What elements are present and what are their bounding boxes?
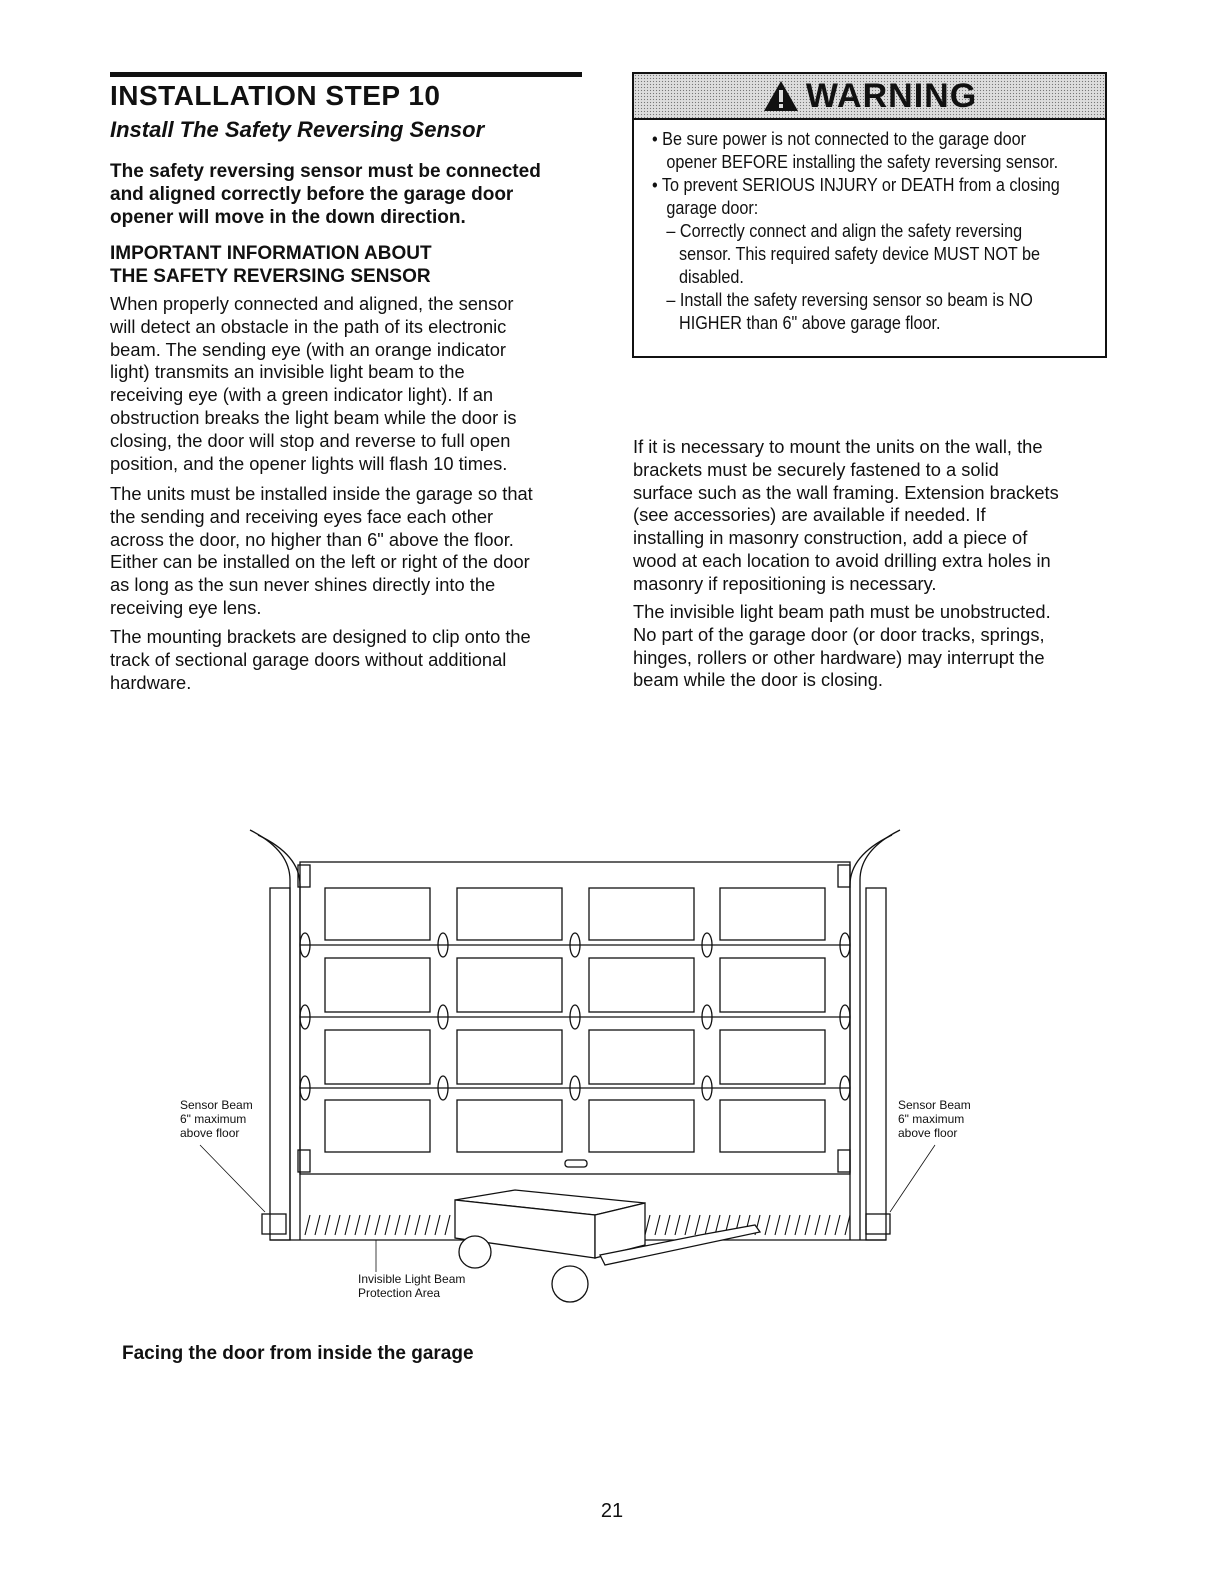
text-line: HIGHER than 6" above garage floor. [679,313,941,333]
text-line: If it is necessary to mount the units on the wall, the [633,436,1043,457]
text-line: beam. The sending eye (with an orange indicator [110,338,507,360]
page-title: INSTALLATION STEP 10 [110,80,441,111]
page-number: 21 [600,1500,624,1522]
text-line: Protection Area [358,1286,441,1300]
text-line: No part of the garage door (or door tracks, springs, [633,623,1045,645]
text-line: 6" maximum [180,1112,247,1126]
wagon-obstruction [455,1190,760,1302]
text-line: • To prevent SERIOUS INJURY or DEATH from a closing [652,175,1060,195]
left-sensor-beam-label [180,1098,253,1140]
text-line: (see accessories) are available if needed. If [633,504,986,526]
text-line: receiving eye (with a green indicator light). If an [110,384,494,406]
text-line: the sending and receiving eyes face each other [110,505,494,527]
door-handle [565,1160,587,1167]
text-line: above floor [180,1126,240,1140]
text-line: across the door, no higher than 6" above the floor. [110,528,514,550]
text-line: opener BEFORE installing the safety reversing sensor. [666,152,1059,172]
text-line: receiving eye lens. [110,596,262,618]
door-windows [325,888,825,1152]
text-line: Invisible Light Beam [358,1272,466,1286]
beam-protection-label [358,1272,465,1300]
text-line: closing, the door will stop and reverse to full open [110,429,511,451]
text-line: disabled. [679,267,744,287]
text-line: The mounting brackets are designed to clip onto the [110,626,531,647]
text-line: – Correctly connect and align the safety reversing [666,221,1023,241]
text-line: track of sectional garage doors without additional [110,648,507,670]
warning-title: WARNING [805,76,978,115]
text-line: Sensor Beam [180,1098,253,1112]
text-line: When properly connected and aligned, the sensor [110,293,514,314]
text-line: Sensor Beam [898,1098,971,1112]
page-subtitle: Install The Safety Reversing Sensor [110,117,485,142]
text-line: – Install the safety reversing sensor so beam is NO [666,290,1033,310]
text-line: beam while the door is closing. [633,669,883,691]
text-line: • Be sure power is not connected to the garage door [652,129,1027,149]
text-line: surface such as the wall framing. Extension brackets [633,481,1059,503]
text-line: Either can be installed on the left or right of the door [110,551,530,573]
sending-sensor [262,1214,286,1234]
diagram-caption: Facing the door from inside the garage [122,1343,474,1364]
text-line: hinges, rollers or other hardware) may interrupt the [633,646,1045,668]
text-line: will detect an obstacle in the path of its electronic [110,315,507,337]
text-line: sensor. This required safety device MUST NOT be [679,244,1041,264]
text-line: light) transmits an invisible light beam to the [110,361,465,383]
text-line: The units must be installed inside the garage so that [110,483,533,504]
text-line: position, and the opener lights will flash 10 times. [110,452,508,474]
text-line: 6" maximum [898,1112,965,1126]
text-line: brackets must be securely fastened to a solid [633,458,999,480]
text-line: and aligned correctly before the garage door [110,184,514,205]
text-line: as long as the sun never shines directly into the [110,574,496,596]
text-line: above floor [898,1126,958,1140]
text-line: installing in masonry construction, add a piece of [633,527,1028,549]
right-sensor-beam-label [898,1098,971,1140]
text-line: IMPORTANT INFORMATION ABOUT [110,243,432,264]
garage-door [300,862,850,1174]
text-line: hardware. [110,671,192,693]
text-line: THE SAFETY REVERSING SENSOR [110,266,431,287]
text-line: The safety reversing sensor must be connected [110,161,541,182]
text-line: obstruction breaks the light beam while the door is [110,406,517,428]
text-line: opener will move in the down direction. [110,207,466,228]
text-line: The invisible light beam path must be unobstructed. [633,601,1051,622]
text-line: garage door: [666,198,759,218]
text-line: wood at each location to avoid drilling extra holes in [633,549,1051,571]
text-line: masonry if repositioning is necessary. [633,572,937,594]
